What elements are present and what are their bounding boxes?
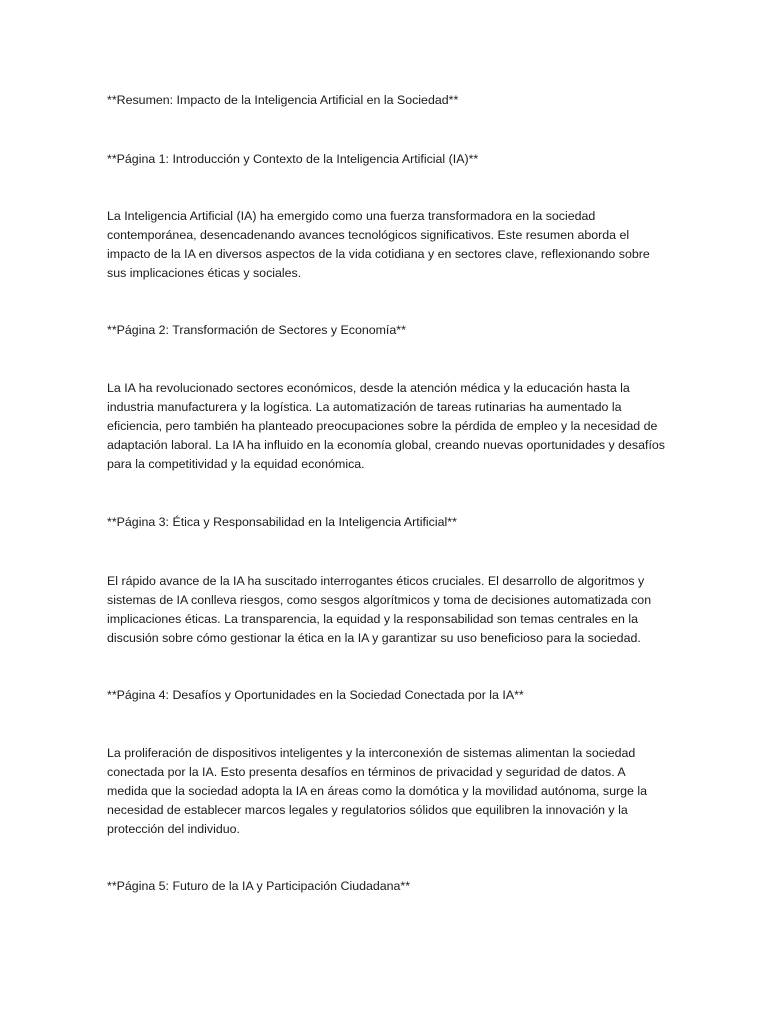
- document-title: **Resumen: Impacto de la Inteligencia Artificial en la Sociedad**: [107, 93, 459, 107]
- section-heading-page-5: **Página 5: Futuro de la IA y Participación Ciudadana**: [107, 879, 411, 893]
- section-body-page-2: La IA ha revolucionado sectores económicos, desde la atención médica y la educación hasta la industria manufacturera y la logística. La automatización de tareas rutinarias ha aumentado la eficiencia, pero también ha planteado preocupaciones sobre la pérdida de empleo y la necesidad de adaptación laboral. La IA ha influido en la economía global, creando nuevas oportunidades y desafíos para la competitividad y la equidad económica.: [107, 381, 665, 471]
- section-body-page-3: El rápido avance de la IA ha suscitado interrogantes éticos cruciales. El desarrollo de algoritmos y sistemas de IA conlleva riesgos, como sesgos algorítmicos y toma de decisiones automatizada con implicaciones éticas. La transparencia, la equidad y la responsabilidad son temas centrales en la discusión sobre cómo gestionar la ética en la IA y garantizar su uso beneficioso para la sociedad.: [107, 574, 652, 645]
- section-heading-page-1: **Página 1: Introducción y Contexto de la Inteligencia Artificial (IA)**: [107, 152, 479, 166]
- section-heading-page-3: **Página 3: Ética y Responsabilidad en la Inteligencia Artificial**: [107, 515, 457, 529]
- section-heading-page-4: **Página 4: Desafíos y Oportunidades en la Sociedad Conectada por la IA**: [107, 688, 524, 702]
- section-heading-page-2: **Página 2: Transformación de Sectores y Economía**: [107, 323, 406, 337]
- section-body-page-1: La Inteligencia Artificial (IA) ha emergido como una fuerza transformadora en la sociedad contemporánea, desencadenando avances tecnológicos significativos. Este resumen aborda el impacto de la IA en diversos aspectos de la vida cotidiana y en sectores clave, reflexionando sobre sus implicaciones éticas y sociales.: [107, 209, 650, 280]
- section-body-page-4: La proliferación de dispositivos inteligentes y la interconexión de sistemas alimentan la sociedad conectada por la IA. Esto presenta desafíos en términos de privacidad y seguridad de datos. A medida que la sociedad adopta la IA en áreas como la domótica y la movilidad autónoma, surge la necesidad de establecer marcos legales y regulatorios sólidos que equilibren la innovación y la protección del individuo.: [107, 746, 648, 836]
